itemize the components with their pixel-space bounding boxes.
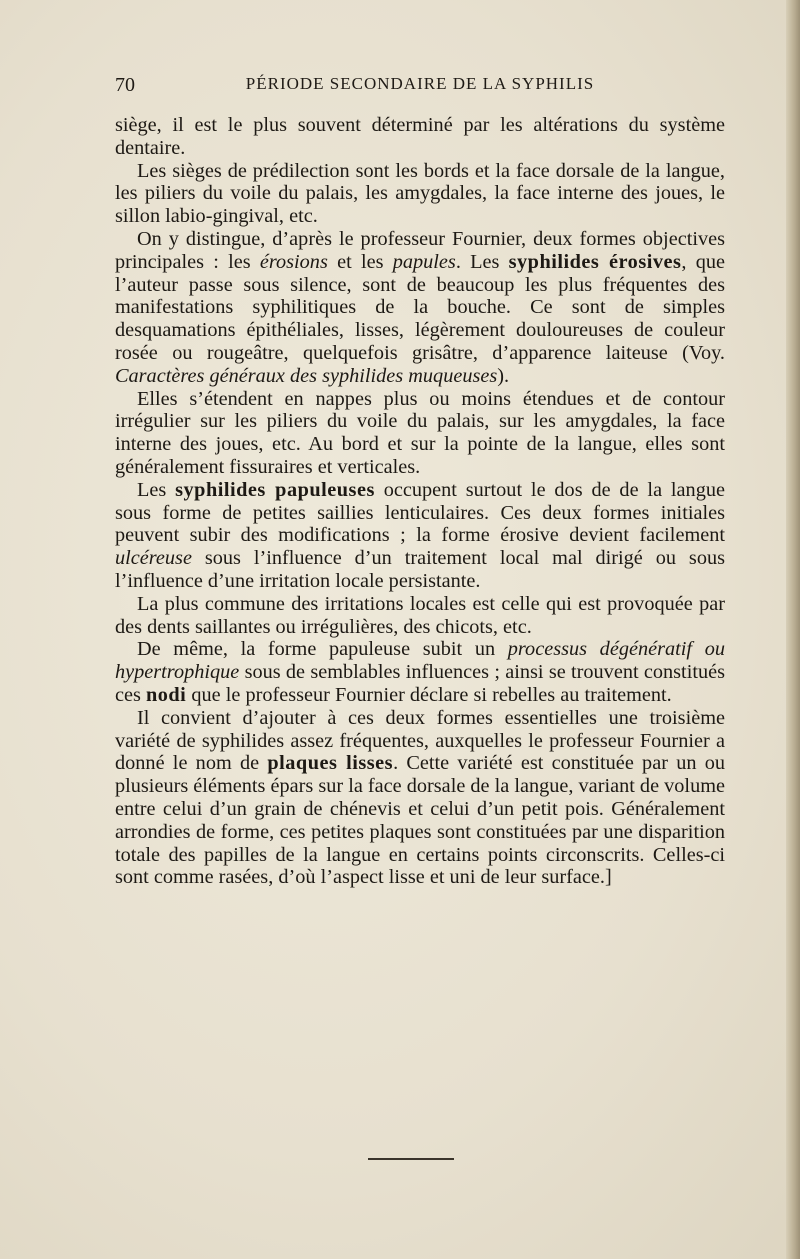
italic-term: érosions (259, 250, 328, 273)
paragraph (115, 593, 725, 639)
text-run: La plus commune des irritations locales est celle qui est provoquée par des dents saillantes ou irrégulières, des chicots, etc. (115, 592, 725, 638)
paragraph (115, 479, 725, 593)
paragraph (115, 114, 725, 160)
end-rule (368, 1158, 454, 1160)
paragraph (115, 228, 725, 388)
paragraph (115, 160, 725, 228)
text-run: siège, il est le plus souvent déterminé par les altérations du système dentaire. (115, 114, 725, 159)
body-text (115, 114, 725, 889)
running-title: PÉRIODE SECONDAIRE DE LA SYPHILIS (245, 74, 595, 93)
text-run: Il convient d’ajouter à ces deux formes essentielles une troisième variété de syphilides assez fréquentes, auxquelles le professeur Fournier a donné le nom de (115, 706, 725, 775)
text-run: occupent surtout le dos de de la langue sous forme de petites saillies lenticulaires. Ces deux formes initiales peuvent subir des modifications ; la forme érosive devient facilement (115, 478, 725, 547)
text-run: Les sièges de prédilection sont les bords et la face dorsale de la langue, les piliers du voile du palais, les amygdales, la face interne des joues, le sillon labio-gingival, etc. (115, 159, 725, 228)
page-edge (786, 0, 800, 1259)
italic-term: processus dégénératif ou hypertrophique (115, 638, 725, 684)
text-run: sous de semblables influences ; ainsi se trouvent constitués ces (115, 661, 725, 706)
paragraph (115, 638, 725, 706)
bold-term: syphilides papuleuses (175, 478, 375, 501)
italic-term: papules (392, 250, 456, 273)
text-run: sous l’influence d’un traitement local mal dirigé ou sous l’influence d’une irritation locale persistante. (115, 547, 725, 592)
text-run: Elles s’étendent en nappes plus ou moins étendues et de contour irrégulier sur les piliers du voile du palais, sur les amygdales, la face interne des joues, etc. Au bord et sur la pointe de la langue, elles sont généralement fissuraires et verticales. (115, 387, 725, 478)
text-run: Les (137, 478, 176, 501)
text-run: De même, la forme papuleuse subit un (137, 638, 508, 661)
bold-term: plaques lisses (267, 752, 394, 775)
running-header (115, 74, 725, 100)
text-run: On y distingue, d’après le professeur Fournier, deux formes objectives principales : les (115, 227, 725, 273)
text-run: , que l’auteur passe sous silence, sont de beaucoup les plus fréquentes des manifestations syphilitiques de la bouche. Ce sont de simples desquamations épithéliales, lisses, légèrement douloureuses de couleur rosée ou rougeâtre, quelquefois grisâtre, d’apparence laiteuse (Voy. (115, 250, 725, 364)
bold-term: nodi (145, 683, 187, 706)
bold-term: syphilides érosives (508, 250, 682, 273)
text-run: ). (497, 364, 510, 387)
paragraph (115, 388, 725, 479)
text-run: . Les (455, 250, 509, 273)
italic-term: ulcéreuse (115, 547, 192, 570)
text-run: . Cette variété est constituée par un ou plusieurs éléments épars sur la face dorsale de la langue, variant de volume entre celui d’un grain de chénevis et celui d’un petit pois. Généralement arrondies de forme, ces petites plaques sont constituées par une disparition totale des papilles de la langue en certains points circonscrits. Celles-ci sont comme rasées, d’où l’aspect lisse et uni de leur surface.] (115, 752, 725, 889)
paragraph (115, 707, 725, 889)
text-run: et les (327, 250, 393, 273)
page-number: 70 (115, 74, 135, 96)
italic-reference: Caractères généraux des syphilides muqueuses (115, 364, 498, 387)
text-run: que le professeur Fournier déclare si rebelles au traitement. (186, 683, 672, 706)
